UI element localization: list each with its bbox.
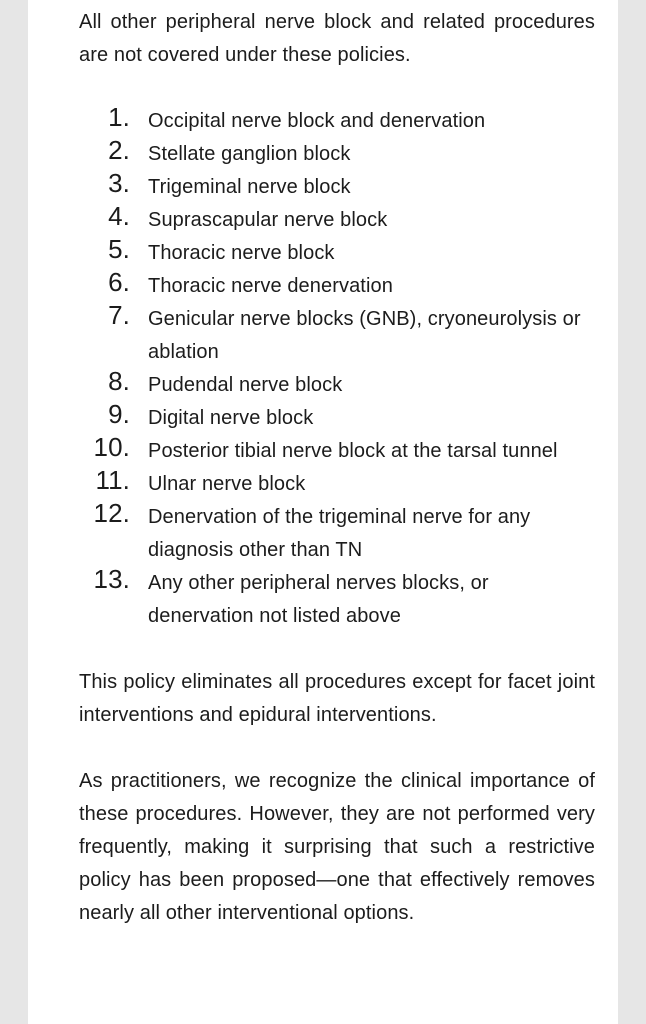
list-item [79, 168, 595, 204]
list-item-number: 5. [108, 234, 130, 264]
list-item [79, 564, 595, 633]
list-item [79, 432, 595, 468]
list-item [79, 135, 595, 171]
list-item-number: 6. [108, 267, 130, 297]
policy-summary-paragraph: This policy eliminates all procedures except for facet joint interventions and epidural interventions. [79, 671, 595, 726]
list-item-number: 4. [108, 201, 130, 231]
list-item-number: 3. [108, 168, 130, 198]
list-item-text: Digital nerve block [148, 407, 314, 429]
list-item-text: Genicular nerve blocks (GNB), cryoneurolysis or ablation [148, 308, 581, 363]
list-item-text: Pudendal nerve block [148, 374, 343, 396]
procedure-list [79, 102, 595, 633]
list-item [79, 399, 595, 435]
list-item-text: Thoracic nerve block [148, 242, 335, 264]
list-item-number: 10. [93, 432, 130, 462]
list-item [79, 498, 595, 567]
list-item-number: 9. [108, 399, 130, 429]
list-item-number: 13. [93, 564, 130, 594]
list-item [79, 465, 595, 501]
list-item-number: 2. [108, 135, 130, 165]
list-item [79, 102, 595, 138]
list-item-text: Occipital nerve block and denervation [148, 110, 486, 132]
practitioner-paragraph: As practitioners, we recognize the clinical importance of these procedures. However, they are not performed very frequently, making it surprising that such a restrictive policy has been proposed—one that effectively removes nearly all other interventional options. [79, 770, 595, 924]
list-item-text: Denervation of the trigeminal nerve for any diagnosis other than TN [148, 506, 531, 561]
list-item [79, 267, 595, 303]
list-item-text: Suprascapular nerve block [148, 209, 388, 231]
list-item [79, 300, 595, 369]
list-item-text: Posterior tibial nerve block at the tarsal tunnel [148, 440, 558, 462]
list-item-number: 12. [93, 498, 130, 528]
list-item [79, 201, 595, 237]
list-item-number: 11. [95, 465, 130, 495]
list-item-text: Thoracic nerve denervation [148, 275, 393, 297]
document-content [79, 6, 595, 930]
list-item-number: 7. [108, 300, 130, 330]
list-item-text: Trigeminal nerve block [148, 176, 351, 198]
list-item [79, 366, 595, 402]
list-item-text: Any other peripheral nerves blocks, or denervation not listed above [148, 572, 489, 627]
list-item-text: Stellate ganglion block [148, 143, 351, 165]
document-page [28, 0, 618, 1024]
list-item-number: 8. [108, 366, 130, 396]
intro-paragraph: All other peripheral nerve block and related procedures are not covered under these policies. [79, 11, 595, 66]
list-item-number: 1. [108, 102, 130, 132]
list-item-text: Ulnar nerve block [148, 473, 306, 495]
list-item [79, 234, 595, 270]
